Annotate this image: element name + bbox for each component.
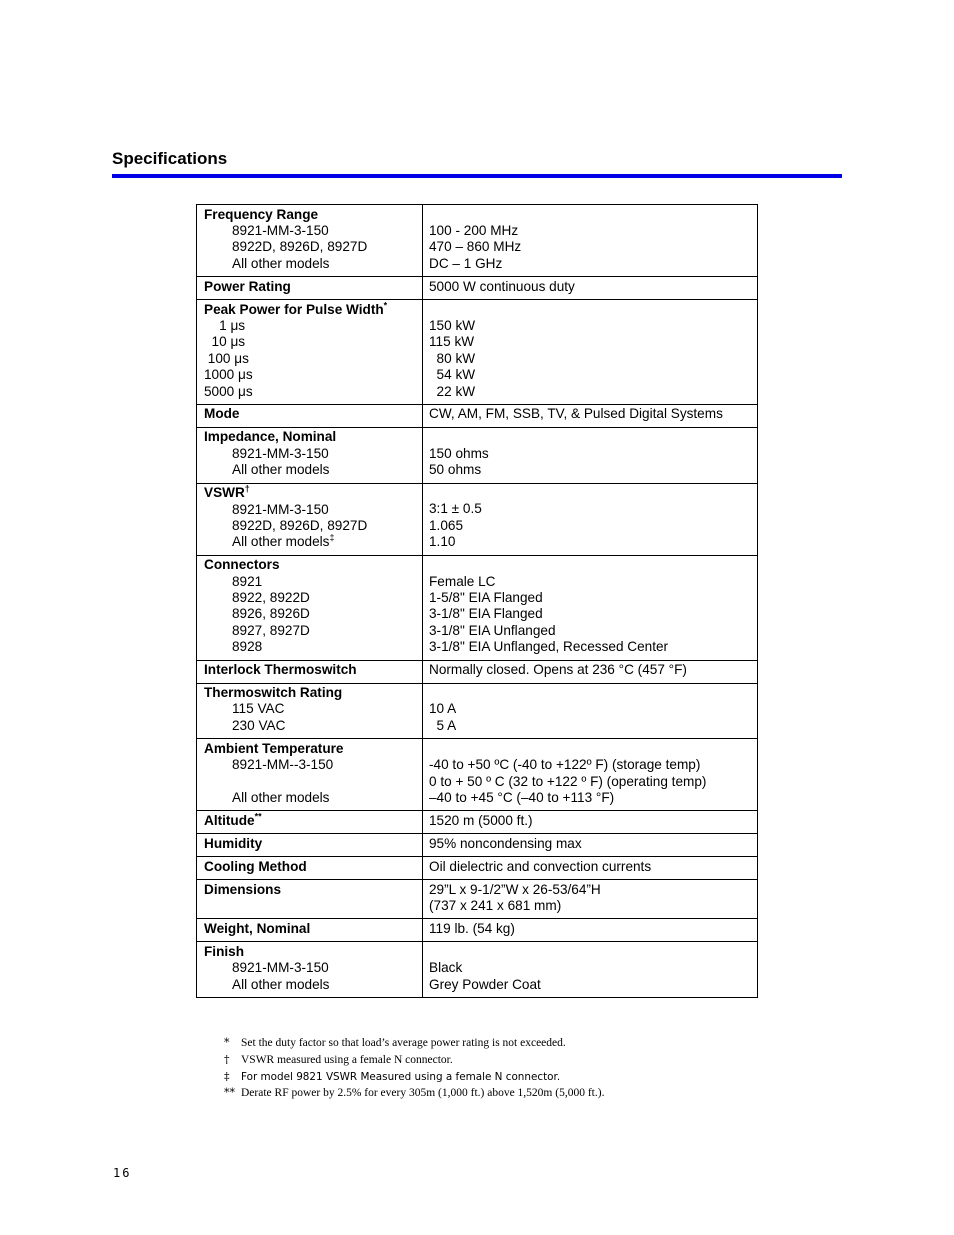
spec-row [197, 300, 758, 405]
spec-value: Oil dielectric and convection currents [429, 858, 652, 874]
spec-sublabel: 230 VAC [232, 717, 286, 733]
spec-value: 1520 m (5000 ft.) [429, 812, 533, 828]
spec-value: 3-1/8" EIA Unflanged, Recessed Center [429, 639, 669, 655]
spec-sublabel: All other models [232, 789, 330, 805]
spec-row [197, 880, 758, 919]
spec-sublabel: 8921-MM-3-150 [232, 445, 329, 461]
spec-value [429, 302, 753, 318]
spec-sublabel: All other models [232, 462, 330, 478]
footnote [224, 1052, 604, 1069]
spec-label-cell [197, 660, 423, 683]
spec-value: 5 A [429, 717, 457, 733]
spec-heading: Finish [204, 943, 245, 959]
footnote [224, 1035, 604, 1052]
spec-sublabel: 1000 μs [204, 367, 253, 383]
spec-sublabel: 8921-MM-3-150 [232, 222, 329, 238]
spec-value-cell [423, 739, 758, 811]
spec-value: 3-1/8" EIA Flanged [429, 606, 543, 622]
spec-value: 50 ohms [429, 462, 482, 478]
spec-row [197, 205, 758, 277]
footnote-marker: * [383, 300, 388, 310]
spec-value: 22 kW [429, 383, 476, 399]
spec-value: 3-1/8" EIA Unflanged [429, 622, 556, 638]
spec-label-cell [197, 404, 423, 427]
spec-sublabel: All other models [232, 976, 330, 992]
spec-value-cell [423, 300, 758, 405]
spec-label-cell [197, 880, 423, 919]
spec-row [197, 834, 758, 857]
spec-value: Grey Powder Coat [429, 976, 541, 992]
spec-label-cell [197, 942, 423, 998]
spec-heading: Altitude** [204, 811, 262, 828]
footnote-text: Set the duty factor so that load’s average power rating is not exceeded. [241, 1037, 566, 1049]
spec-sublabel: All other models [232, 255, 330, 271]
spec-value-cell [423, 277, 758, 300]
spec-sublabel: 8928 [232, 639, 263, 655]
spec-sublabel: 8922, 8922D [232, 590, 310, 606]
spec-value-cell [423, 427, 758, 483]
page-number: 16 [113, 1166, 132, 1180]
spec-value: 95% noncondensing max [429, 835, 582, 851]
spec-row [197, 404, 758, 427]
footnote-marker: † [244, 483, 250, 494]
spec-sublabel: All other models‡ [232, 532, 335, 550]
spec-row [197, 427, 758, 483]
spec-value-cell [423, 205, 758, 277]
spec-heading: Interlock Thermoswitch [204, 662, 357, 678]
spec-label-cell [197, 205, 423, 277]
footnote [224, 1069, 604, 1086]
spec-heading: Cooling Method [204, 858, 307, 874]
spec-value: 1.10 [429, 534, 456, 550]
spec-value: DC – 1 GHz [429, 255, 503, 271]
spec-sublabel: 115 VAC [232, 701, 285, 717]
footnote-mark: ** [224, 1086, 235, 1100]
footnote-text: For model 9821 VSWR Measured using a female N connector. [241, 1070, 561, 1083]
spec-sublabel: 10 μs [204, 334, 246, 350]
title-rule [112, 174, 842, 178]
spec-heading: Thermoswitch Rating [204, 685, 343, 701]
footnote-text: VSWR measured using a female N connector. [241, 1053, 453, 1066]
spec-value-cell [423, 857, 758, 880]
spec-heading: Connectors [204, 557, 280, 573]
spec-value: -40 to +50 ºC (-40 to +122º F) (storage temp) [429, 757, 701, 773]
spec-label-cell [197, 811, 423, 834]
spec-sublabel: 8921-MM-3-150 [232, 960, 329, 976]
spec-value-cell [423, 555, 758, 660]
spec-value: 29”L x 9-1/2”W x 26-53/64”H [429, 881, 601, 897]
spec-value: 470 – 860 MHz [429, 239, 522, 255]
spec-value: 1.065 [429, 517, 464, 533]
footnote-marker: ** [254, 811, 262, 822]
spec-value: 1-5/8" EIA Flanged [429, 590, 543, 606]
spec-heading: Impedance, Nominal [204, 429, 337, 445]
spec-heading: Peak Power for Pulse Width* [204, 300, 388, 317]
spec-row [197, 483, 758, 555]
spec-sublabel: 1 μs [204, 317, 246, 333]
section-title: Specifications [112, 149, 228, 168]
spec-value: 3:1 ± 0.5 [429, 501, 482, 517]
spec-value: (737 x 241 x 681 mm) [429, 898, 562, 914]
spec-heading: Dimensions [204, 881, 282, 897]
spec-sublabel: 100 μs [204, 350, 249, 366]
spec-row [197, 942, 758, 998]
spec-heading: Humidity [204, 835, 263, 851]
spec-label-cell [197, 739, 423, 811]
spec-value: Normally closed. Opens at 236 °C (457 °F) [429, 662, 687, 678]
spec-label-cell [197, 277, 423, 300]
spec-row [197, 277, 758, 300]
footnote-marker: ‡ [329, 532, 335, 543]
spec-row [197, 857, 758, 880]
spec-value-cell [423, 880, 758, 919]
spec-sublabel: 8921-MM--3-150 [232, 757, 334, 773]
spec-row [197, 683, 758, 739]
spec-heading: Frequency Range [204, 206, 319, 222]
spec-heading: Power Rating [204, 278, 291, 294]
spec-label-cell [197, 857, 423, 880]
spec-value-cell [423, 811, 758, 834]
footnotes [224, 1035, 604, 1102]
spec-value: 115 kW [429, 334, 475, 350]
spec-value [429, 207, 753, 223]
spec-value: 100 - 200 MHz [429, 222, 519, 238]
spec-heading: Mode [204, 406, 240, 422]
spec-sublabel: 8921-MM-3-150 [232, 501, 329, 517]
spec-value-cell [423, 483, 758, 555]
spec-value [429, 557, 753, 573]
spec-value [429, 741, 753, 757]
spec-value: 5000 W continuous duty [429, 278, 575, 294]
spec-value [429, 485, 753, 501]
spec-sublabel: 8927, 8927D [232, 622, 310, 638]
footnote [224, 1085, 604, 1102]
spec-value: 119 lb. (54 kg) [429, 920, 515, 936]
spec-sublabel: 5000 μs [204, 383, 253, 399]
spec-value-cell [423, 834, 758, 857]
spec-sublabel: 8922D, 8926D, 8927D [232, 239, 368, 255]
spec-label-cell [197, 483, 423, 555]
spec-sublabel: 8926, 8926D [232, 606, 310, 622]
spec-row [197, 660, 758, 683]
spec-value: Female LC [429, 573, 496, 589]
spec-label-cell [197, 427, 423, 483]
spec-value: –40 to +45 °C (–40 to +113 °F) [429, 789, 615, 805]
spec-value-cell [423, 942, 758, 998]
footnote-mark: † [224, 1052, 230, 1066]
spec-label-cell [197, 834, 423, 857]
specifications-table [196, 204, 758, 998]
spec-row [197, 919, 758, 942]
spec-value: 80 kW [429, 350, 476, 366]
footnote-mark: ‡ [224, 1069, 230, 1083]
spec-label-cell [197, 683, 423, 739]
spec-value: 54 kW [429, 367, 476, 383]
spec-value: 10 A [429, 701, 457, 717]
spec-heading: Weight, Nominal [204, 920, 311, 936]
spec-heading: Ambient Temperature [204, 740, 344, 756]
spec-value [429, 429, 753, 445]
spec-value: Black [429, 960, 463, 976]
spec-value: 150 kW [429, 317, 476, 333]
spec-value: 0 to + 50 º C (32 to +122 º F) (operating temp) [429, 773, 707, 789]
footnote-mark: * [224, 1036, 230, 1049]
spec-value-cell [423, 683, 758, 739]
spec-label-cell [197, 300, 423, 405]
spec-label-cell [197, 919, 423, 942]
spec-sublabel: 8922D, 8926D, 8927D [232, 517, 368, 533]
spec-sublabel [204, 774, 418, 790]
spec-value-cell [423, 660, 758, 683]
spec-label-cell [197, 555, 423, 660]
spec-value [429, 944, 753, 960]
spec-heading: VSWR† [204, 483, 250, 501]
spec-value: CW, AM, FM, SSB, TV, & Pulsed Digital Systems [429, 406, 723, 422]
spec-row [197, 739, 758, 811]
spec-value-cell [423, 404, 758, 427]
spec-sublabel: 8921 [232, 573, 263, 589]
spec-row [197, 811, 758, 834]
spec-value: 150 ohms [429, 445, 489, 461]
spec-value-cell [423, 919, 758, 942]
footnote-text: Derate RF power by 2.5% for every 305m (1,000 ft.) above 1,520m (5,000 ft.). [241, 1087, 605, 1100]
spec-row [197, 555, 758, 660]
spec-value [429, 685, 753, 701]
